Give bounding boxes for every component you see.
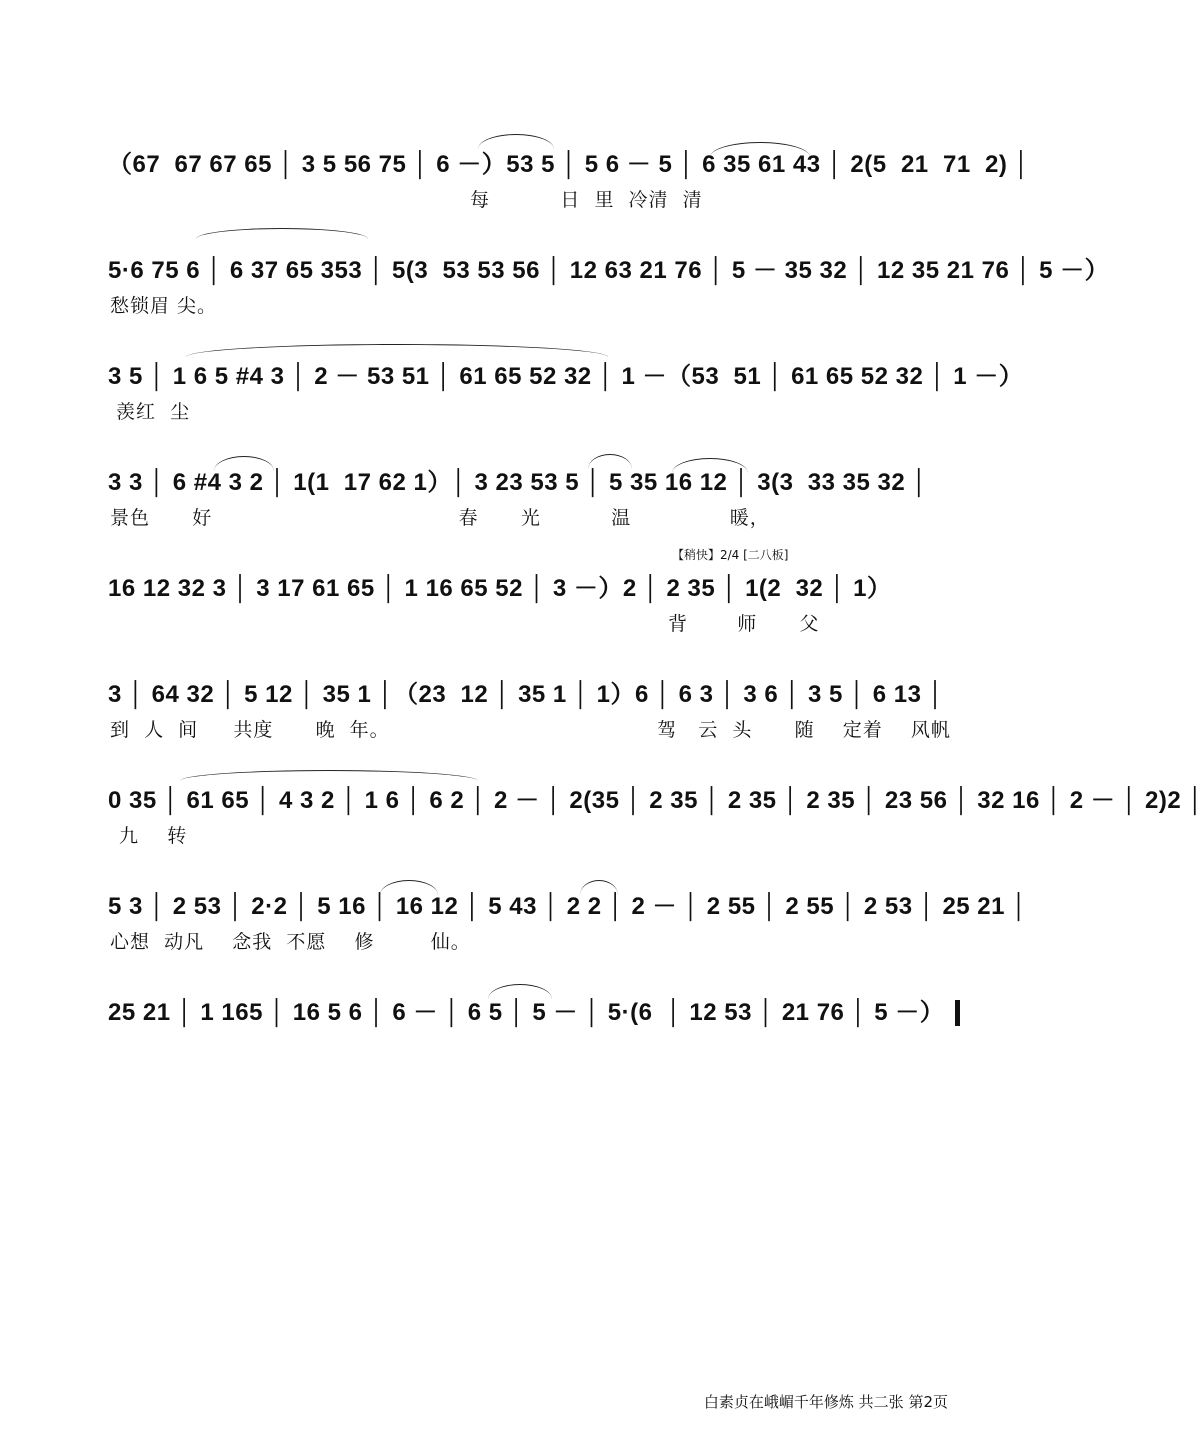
slur (186, 344, 608, 357)
notation-line-2: 5·6 75 6 │ 6 37 65 353 │ 5(3 53 53 56 │ 12 63 21 76 │ 5 － 35 32 │ 12 35 21 76 │ 5 －） (108, 257, 1110, 284)
lyrics-line-1: 每 日 里 冷清 清 (470, 189, 703, 211)
notation-line-5: 16 12 32 3 │ 3 17 61 65 │ 1 16 65 52 │ 3 －）2 │ 2 35 │ 1(2 32 │ 1） (108, 575, 892, 602)
slur (196, 228, 368, 239)
notation-line-4: 3 3 │ 6 #4 3 2 │ 1(1 17 62 1）│ 3 23 53 5 │ 5 35 16 12 │ 3(3 33 35 32 │ (108, 469, 928, 496)
lyrics-line-6: 到 人 间 共度 晚 年。 驾 云 头 随 定着 风帆 (110, 719, 951, 741)
notation-line-9: 25 21 │ 1 165 │ 16 5 6 │ 6 － │ 6 5 │ 5 － │ 5·(6 │ 12 53 │ 21 76 │ 5 －） (108, 999, 945, 1026)
lyrics-line-8: 心想 动凡 念我 不愿 修 仙。 (110, 931, 471, 953)
slur (580, 880, 618, 895)
lyrics-line-3: 羡红 尘 (116, 401, 191, 423)
slur (214, 456, 274, 471)
lyrics-line-5: 背 师 父 (668, 613, 820, 635)
notation-line-1: （67 67 67 65 │ 3 5 56 75 │ 6 －）53 5 │ 5 6 － 5 │ 6 35 61 43 │ 2(5 21 71 2) │ (108, 151, 1031, 178)
notation-line-8: 5 3 │ 2 53 │ 2·2 │ 5 16 │ 16 12 │ 5 43 │ 2 2 │ 2 － │ 2 55 │ 2 55 │ 2 53 │ 25 21 │ (108, 893, 1028, 920)
lyrics-line-7: 九 转 (112, 825, 188, 847)
final-barline (955, 1000, 960, 1026)
slur (180, 770, 478, 781)
notation-line-6: 3 │ 64 32 │ 5 12 │ 35 1 │（23 12 │ 35 1 │ 1）6 │ 6 3 │ 3 6 │ 3 5 │ 6 13 │ (108, 681, 945, 708)
slur (588, 454, 632, 469)
notation-line-3: 3 5 │ 1 6 5 #4 3 │ 2 － 53 51 │ 61 65 52 32 │ 1 －（53 51 │ 61 65 52 32 │ 1 －） (108, 363, 1024, 390)
slur (672, 458, 748, 473)
page-footer: 白素贞在峨嵋千年修炼 共二张 第2页 (703, 1393, 948, 1411)
slur (710, 142, 810, 157)
slur (478, 134, 554, 149)
lyrics-line-2: 愁锁眉 尖。 (110, 295, 218, 317)
slur (380, 880, 438, 895)
tempo-marking: 【稍快】2/4 [二八板] (672, 548, 789, 562)
slur (488, 984, 552, 999)
notation-line-7: 0 35 │ 61 65 │ 4 3 2 │ 1 6 │ 6 2 │ 2 － │ 2(35 │ 2 35 │ 2 35 │ 2 35 │ 23 56 │ 32 16 │ 2 － │ 2)2 │ (108, 787, 1204, 814)
lyrics-line-4: 景色 好 春 光 温 暖， (110, 507, 770, 529)
